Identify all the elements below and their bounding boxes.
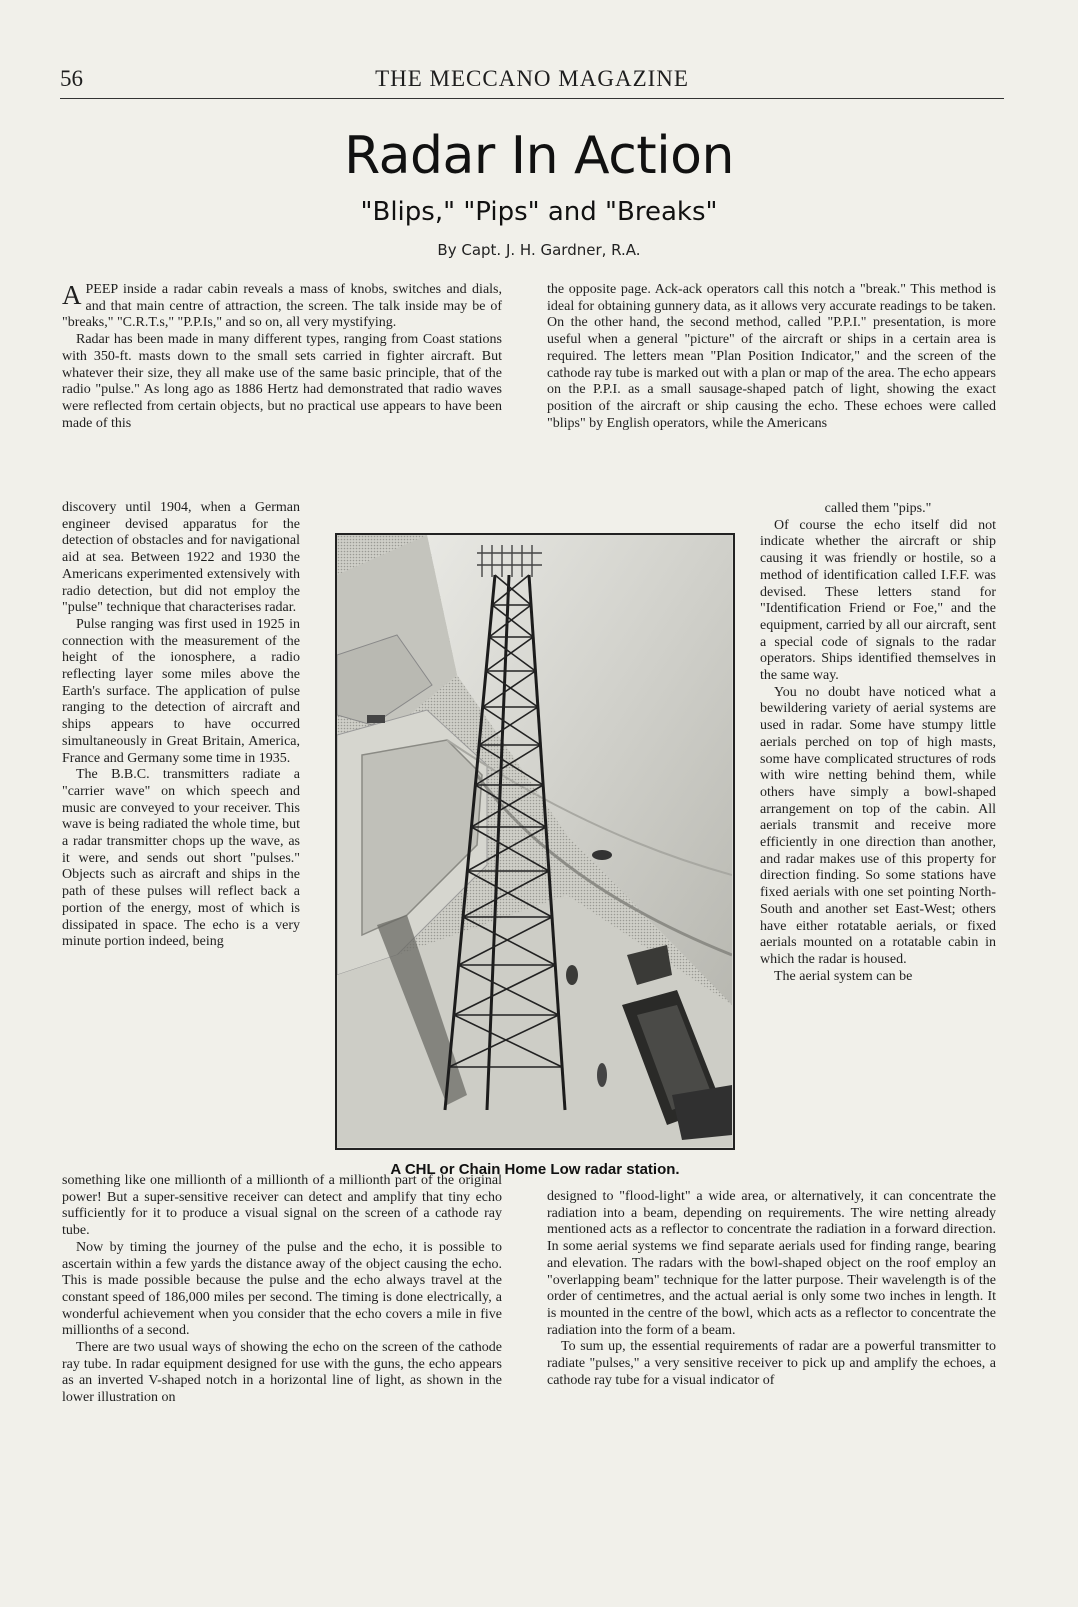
- paragraph: You no doubt have noticed what a bewildering variety of aerial systems are used in radar. Some have stumpy little aerials perched on top of high masts, some have complicated structures of rods with wire netting behind them, while others have simply a bowl-shaped arrangement on top of the cabin. All aerials transmit and receive more efficiently in one direction than another, and radar makes use of this property for direction finding. So some stations have fixed aerials with one set pointing North-South and another set East-West; others have either rotatable aerials, or fixed aerials mounted on a rotatable cabin in which the radar is housed.: [760, 684, 996, 967]
- paragraph: designed to "flood-light" a wide area, or alternatively, it can concentrate the radiation into a beam, depending on requirements. The wire netting already mentioned acts as a reflector to concentrate the radiation in a forward direction. In some aerial systems we find separate aerials used for finding range, bearing and elevation. The radars with the bowl-shaped object on the roof employ an "overlapping beam" technique for the latter purpose. Their wavelength is of the order of centimetres, and the actual aerial is only some two inches in length. It is mounted in the centre of the bowl, which acts as a reflector to concentrate the radiation into the form of a beam.: [547, 1189, 996, 1338]
- paragraph: Pulse ranging was first used in 1925 in connection with the measurement of the height of the ionosphere, a radio reflecting layer some miles above the Earth's surface. The application of pulse ranging to the detection of aircraft and ships appears to have occurred simultaneously in Great Britain, America, France and Germany some time in 1935.: [62, 616, 300, 766]
- photo-frame: [335, 533, 735, 1150]
- column-2-narrow: [760, 501, 996, 985]
- radar-tower-illustration: [337, 535, 732, 1147]
- magazine-title: THE MECCANO MAGAZINE: [375, 66, 689, 91]
- paragraph: called them "pips.": [824, 501, 932, 516]
- paragraph: The B.B.C. transmitters radiate a "carrier wave" on which speech and music are conveyed to your receiver. This wave is being radiated the whole time, but a radar transmitter chops up the wave, as it were, and sends out short "pulses." Objects such as aircraft and ships in the path of these pulses will reflect back a portion of the energy, most of which is dissipated in space. The echo is a very minute portion indeed, being: [62, 767, 300, 950]
- paragraph: Of course the echo itself did not indicate whether the aircraft or ship causing it was friendly or hostile, so a method of identification called I.F.F. was devised. These letters stand for "Identification Friend or Foe," and the equipment, carried by all our aircraft, sent a special code of signals to the radar operators. Ships identified themselves in the same way.: [760, 517, 996, 684]
- radar-station-photo: [335, 533, 735, 1150]
- article-subtitle: "Blips," "Pips" and "Breaks": [360, 197, 718, 227]
- page-header: [60, 66, 1004, 99]
- page-number: 56: [60, 66, 83, 91]
- article-byline: By Capt. J. H. Gardner, R.A.: [437, 241, 641, 259]
- column-1-narrow: [62, 500, 300, 951]
- paragraph: To sum up, the essential requirements of radar are a powerful transmitter to radiate "pulses," a very sensitive receiver to pick up and amplify the echoes, a cathode ray tube for a visual indicator of: [547, 1339, 996, 1388]
- paragraph: Now by timing the journey of the pulse and the echo, it is possible to ascertain within a few yards the distance away of the object causing the echo. This is made possible because the pulse and the echo always travel at the constant speed of 186,000 miles per second. The timing is done electrically, a wonderful achievement when you consider that the echo covers a mile in five millionths of a second.: [62, 1239, 502, 1339]
- column-2-top: [547, 282, 996, 432]
- paragraph: APEEP inside a radar cabin reveals a mass of knobs, switches and dials, and that main centre of attraction, the screen. The talk inside may be of "breaks," "C.R.T.s," "P.P.Is," and so on, all very mystifying.: [62, 280, 502, 331]
- column-2-bottom: [547, 1189, 996, 1389]
- photo-caption: A CHL or Chain Home Low radar station.: [390, 1161, 680, 1178]
- paragraph: the opposite page. Ack-ack operators call this notch a "break." This method is ideal for obtaining gunnery data, as it allows very accurate readings to be taken. On the other hand, the second method, called "P.P.I." presentation, is more useful when a general "picture" of the aircraft or ships in a certain area is required. The letters mean "Plan Position Indicator," and the screen of the cathode ray tube is marked out with a plan or map of the area. The echo appears on the P.P.I. as a small sausage-shaped patch of light, showing the exact position of the aircraft or ship causing the echo. These echoes were called "blips" by English operators, while the Americans: [547, 282, 996, 431]
- paragraph: something like one millionth of a millionth of a millionth part of the original power! But a super-sensitive receiver can detect and amplify that tiny echo sufficiently for it to produce a visual signal on the screen of a cathode ray tube.: [62, 1173, 502, 1239]
- paragraph: There are two usual ways of showing the echo on the screen of the cathode ray tube. In radar equipment designed for use with the guns, the echo appears as an inverted V-shaped notch in a horizontal line of light, as shown in the lower illustration on: [62, 1340, 502, 1406]
- column-1-top: [62, 282, 502, 432]
- paragraph: The aerial system can be: [774, 968, 913, 984]
- paragraph: Radar has been made in many different types, ranging from Coast stations with 350-ft. masts down to the small sets carried in fighter aircraft. But whatever their size, they all make use of the same basic principle, that of the radio "pulse." As long ago as 1886 Hertz had demonstrated that radio waves were reflected from certain objects, but no practical use appears to have been made of this: [62, 332, 502, 431]
- drop-cap: A: [62, 280, 82, 310]
- column-1-bottom: [62, 1173, 502, 1407]
- article-title: Radar In Action: [344, 126, 734, 186]
- paragraph: discovery until 1904, when a German engineer devised apparatus for the detection of obstacles and for navigational aid at sea. Between 1922 and 1930 the Americans experimented extensively with radio detection, but did not employ the "pulse" technique that characterises radar.: [62, 500, 300, 616]
